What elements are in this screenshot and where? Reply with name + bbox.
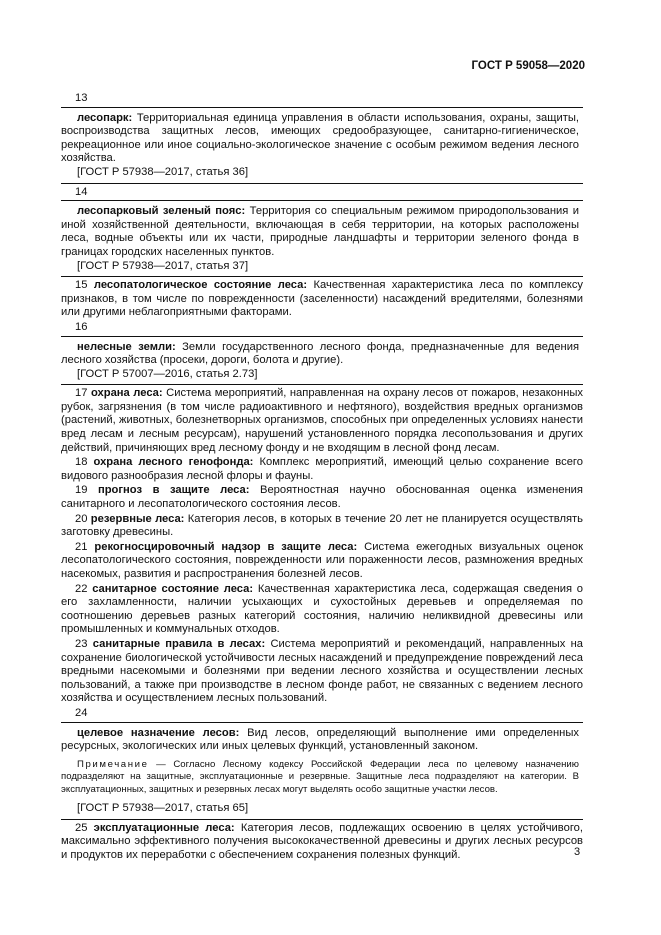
term-name: нелесные земли:: [77, 340, 176, 353]
term-name: охрана леса:: [90, 387, 163, 400]
term-name: резервные леса:: [90, 512, 185, 525]
term-definition: Качественная характеристика леса, содержащая сведения о его захламленности, наличии усыхающих и сухостойных деревьев и определяемая по соотношению деревьев разных категорий состояния, наличию неликвидной древесины или промышленных и коммунальных отходов.: [61, 582, 584, 636]
page-number: 3: [574, 846, 581, 858]
term-definition: Система мероприятий и рекомендаций, направленных на сохранение биологической устойчивости лесных насаждений и предупреждение повреждений леса вредными насекомыми и болезнями при ведении лесного хозяйства и осуществлении лесных пользований, а также при производстве в лесном фонде работ, не связанных с ведением лесного хозяйства и осуществлением лесных пользований.: [61, 637, 583, 705]
term-name: лесопарк:: [77, 111, 133, 124]
term-number: 14: [75, 185, 88, 198]
term-entry: [61, 638, 583, 706]
term-definition: Качественная характеристика леса по комплексу признаков, в том числе по поврежденности (заселенности) насаждений вредителями, болезнями или другими неблагоприятными факторами.: [61, 279, 584, 319]
term-number: 22: [75, 582, 88, 595]
term-entry: [61, 387, 583, 455]
term-entry: [61, 513, 583, 540]
term-number: 24: [75, 706, 88, 719]
term-number: 13: [75, 92, 88, 104]
term-name: рекогносцировочный надзор в защите леса:: [94, 540, 358, 553]
term-entry: [61, 484, 583, 511]
term-number: 15: [75, 279, 88, 292]
standard-designation: ГОСТ Р 59058—2020: [471, 60, 585, 72]
term-number: 23: [75, 637, 88, 650]
term-source: [ГОСТ Р 57007—2016, статья 2.73]: [77, 367, 258, 380]
term-entry: [61, 456, 583, 483]
term-name: лесопарковый зеленый пояс:: [77, 205, 246, 218]
term-entry: [61, 583, 583, 637]
term-entry: [61, 112, 579, 166]
term-definition: Категория лесов, подлежащих освоению в целях устойчивого, максимально эффективного получения высококачественной древесины и других лесных ресурсов и продуктов их переработки с обеспечением сохранения полезных функций.: [61, 821, 583, 861]
term-number: 16: [75, 320, 88, 333]
term-definition: Система ежегодных визуальных оценок лесопатологического состояния, поврежденности или пораженности лесов, размножения вредных насекомых, развития и распространения болезней лесов.: [61, 540, 584, 580]
quoted-term-box: [61, 107, 583, 184]
term-source: [ГОСТ Р 57938—2017, статья 65]: [77, 801, 249, 814]
term-definition: Территория со специальным режимом природопользования и иной хозяйственной деятельности, включающая в себя территории, на которых расположены леса, водные объекты или их части, природные ландшафты и территории зеленого фонда в границах городских населенных пунктов.: [61, 205, 580, 258]
term-number: 25: [75, 821, 88, 834]
note-label: Примечание: [77, 758, 149, 770]
term-entry: [61, 341, 579, 368]
term-name: санитарное состояние леса:: [92, 582, 254, 595]
note-text: — Согласно Лесному кодексу Российской Федерации леса по целевому назначению подразделяют на защитные, эксплуатационные и резервные. Защитные леса подразделяют на категории. В эксплуатационных, защитных и резервных лесах могут выделять особо защитные участки лесов.: [61, 758, 579, 795]
term-definition: Территориальная единица управления в области использования, охраны, защиты, воспроизводства защитных лесов, имеющих средообразующее, санитарно-гигиеническое, рекреационное или иное социально-экологическое значение с особым режимом ведения лесного хозяйства.: [61, 111, 580, 165]
term-note: [61, 759, 579, 796]
term-definition: Земли государственного лесного фонда, предназначенные для ведения лесного хозяйства (просеки, дороги, болота и другие).: [61, 340, 579, 367]
term-entry: [61, 279, 583, 320]
quoted-term-box: [61, 200, 583, 277]
quoted-term-box: [61, 336, 583, 386]
term-name: лесопатологическое состояние леса:: [93, 279, 308, 292]
document-body: [61, 92, 583, 863]
term-name: целевое назначение лесов:: [77, 726, 240, 739]
term-definition: Комплекс мероприятий, имеющий целью сохранение всего видового разнообразия лесной флоры и фауны.: [61, 456, 583, 482]
term-definition: Вероятностная научно обоснованная оценка изменения санитарного и лесопатологического состояния лесов.: [61, 484, 583, 511]
term-entry: [61, 205, 579, 259]
term-number: 17: [75, 387, 88, 400]
term-definition: Категория лесов, в которых в течение 20 лет не планируется осуществлять заготовку древесины.: [61, 512, 584, 539]
term-definition: Система мероприятий, направленная на охрану лесов от пожаров, незаконных рубок, загрязнения (в том числе радиоактивного и нефтяного), воздействия вредных организмов (растений, животных, болезнетворных организмов, способных при определенных условиях нанести вред лесам и лесным ресурсам), нарушений установленного порядка лесопользования и других действий, причиняющих вред лесному фонду и не входящим в лесной фонд лесам.: [61, 387, 584, 454]
term-source: [ГОСТ Р 57938—2017, статья 36]: [77, 165, 249, 178]
term-number: 19: [75, 484, 88, 497]
term-entry: [61, 541, 583, 582]
term-name: охрана лесного генофонда:: [93, 456, 254, 469]
term-name: санитарные правила в лесах:: [92, 637, 266, 650]
term-entry: [61, 727, 579, 754]
term-name: эксплуатационные леса:: [93, 821, 235, 834]
quoted-term-box: [61, 722, 583, 820]
term-number: 18: [75, 456, 88, 469]
term-number: 21: [75, 540, 88, 553]
term-entry: [61, 822, 583, 863]
term-name: прогноз в защите леса:: [97, 484, 250, 497]
term-number: 20: [75, 512, 88, 525]
term-source: [ГОСТ Р 57938—2017, статья 37]: [77, 259, 249, 272]
term-definition: Вид лесов, определяющий выполнение ими определенных ресурсных, экологических или иных целевых функций, установленный законом.: [61, 726, 579, 753]
